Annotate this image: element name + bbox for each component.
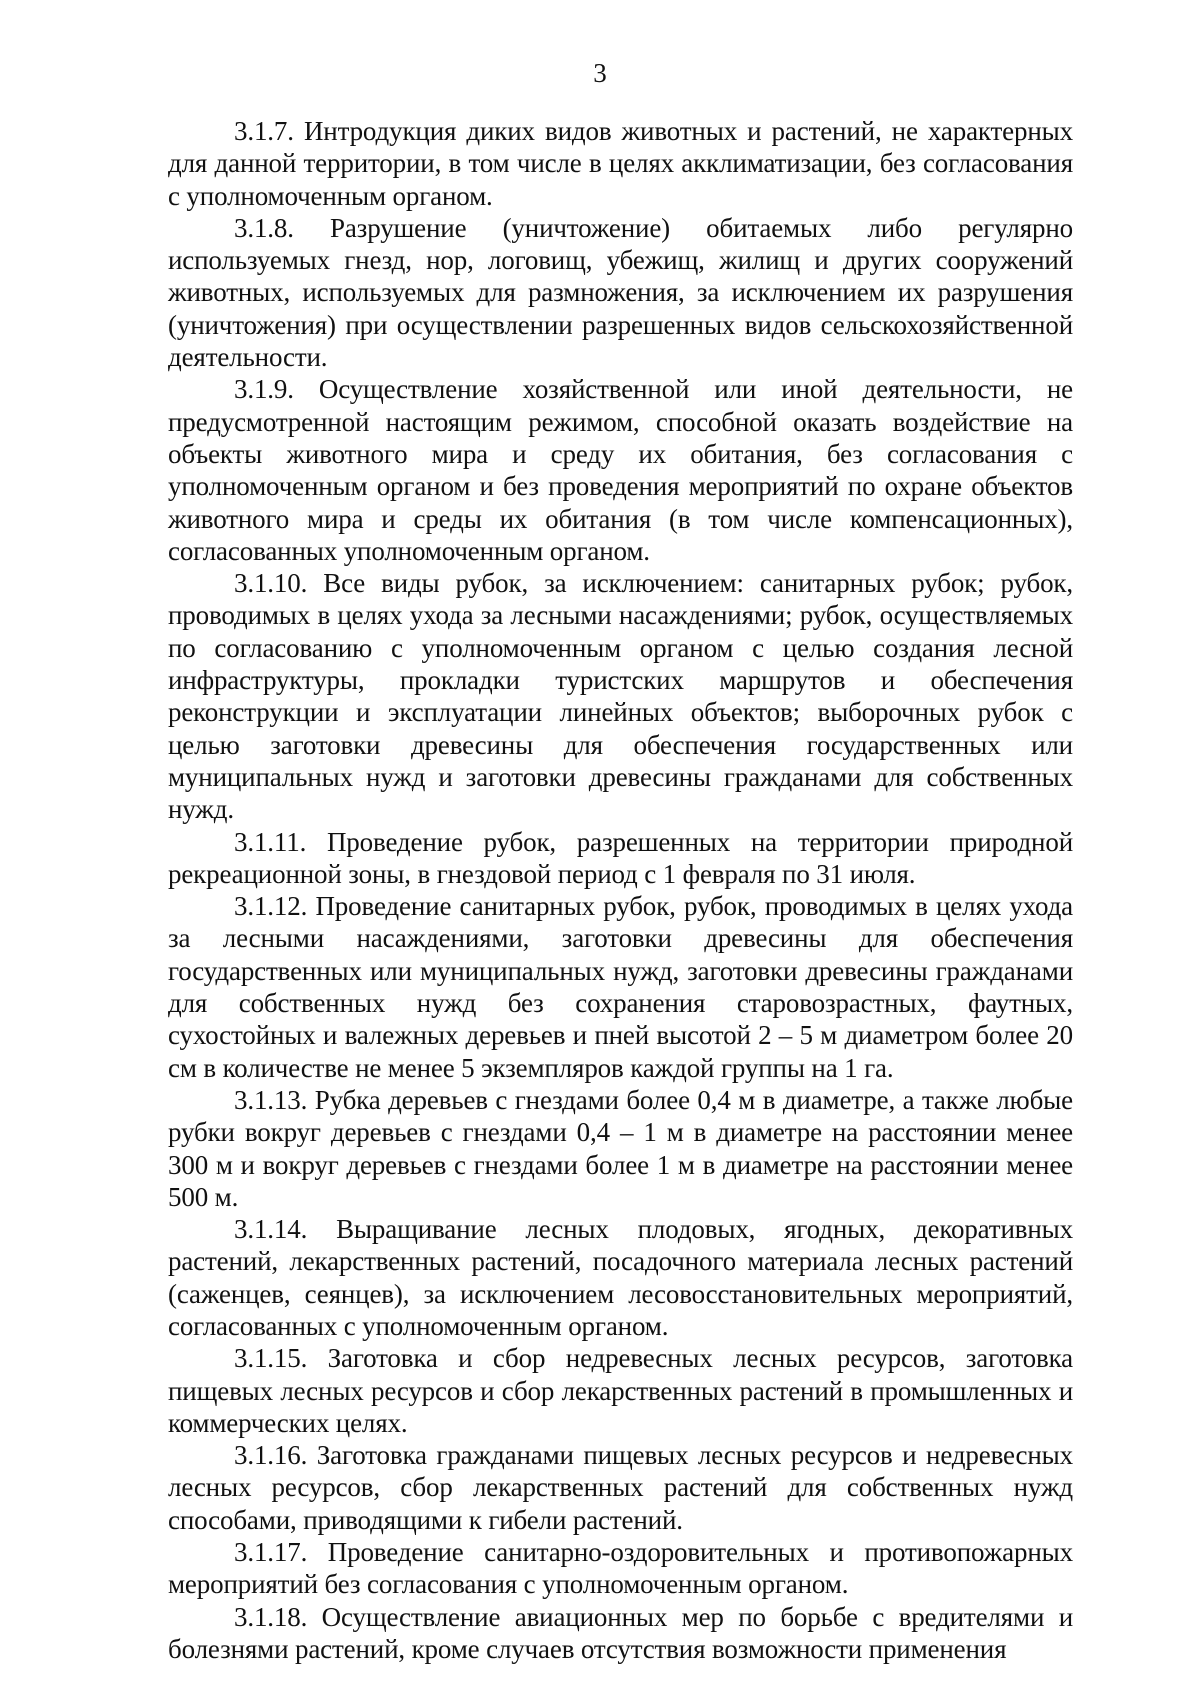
paragraph-3-1-9: 3.1.9. Осуществление хозяйственной или иной деятельности, не предусмотренной настоящим режимом, способной оказать воздействие на объекты животного мира и среду их обитания, без согласования с уполномоченным органом и без проведения мероприятий по охране объектов животного мира и среды их обитания (в том числе компенсационных), согласованных уполномоченным органом. [168, 374, 1073, 566]
paragraph-3-1-16: 3.1.16. Заготовка гражданами пищевых лесных ресурсов и недревесных лесных ресурсов, сбор лекарственных растений для собственных нужд способами, приводящими к гибели растений. [168, 1440, 1073, 1535]
paragraph-3-1-10: 3.1.10. Все виды рубок, за исключением: санитарных рубок; рубок, проводимых в целях ухода за лесными насаждениями; рубок, осуществляемых по согласованию с уполномоченным органом с целью создания лесной инфраструктуры, прокладки туристских маршрутов и обеспечения реконструкции и эксплуатации линейных объектов; выборочных рубок с целью заготовки древесины для обеспечения государственных или муниципальных нужд и заготовки древесины гражданами для собственных нужд. [168, 568, 1073, 825]
paragraph-3-1-11: 3.1.11. Проведение рубок, разрешенных на территории природной рекреационной зоны, в гнездовой период с 1 февраля по 31 июля. [168, 826, 1073, 889]
paragraph-3-1-7: 3.1.7. Интродукция диких видов животных и растений, не характерных для данной территории, в том числе в целях акклиматизации, без согласования с уполномоченным органом. [168, 116, 1073, 211]
page-number: 3 [593, 58, 607, 88]
paragraph-3-1-12: 3.1.12. Проведение санитарных рубок, рубок, проводимых в целях ухода за лесными насаждениями, заготовки древесины для обеспечения государственных или муниципальных нужд, заготовки древесины гражданами для собственных нужд без сохранения старовозрастных, фаутных, сухостойных и валежных деревьев и пней высотой 2 – 5 м диаметром более 20 см в количестве не менее 5 экземпляров каждой группы на 1 га. [168, 891, 1073, 1083]
paragraph-3-1-8: 3.1.8. Разрушение (уничтожение) обитаемых либо регулярно используемых гнезд, нор, логовищ, убежищ, жилищ и других сооружений животных, используемых для размножения, за исключением их разрушения (уничтожения) при осуществлении разрешенных видов сельскохозяйственной деятельности. [168, 212, 1073, 373]
paragraph-3-1-18: 3.1.18. Осуществление авиационных мер по борьбе с вредителями и болезнями растений, кроме случаев отсутствия возможности применения [168, 1601, 1073, 1664]
paragraph-3-1-14: 3.1.14. Выращивание лесных плодовых, ягодных, декоративных растений, лекарственных растений, посадочного материала лесных растений (саженцев, сеянцев), за исключением лесовосстановительных мероприятий, согласованных с уполномоченным органом. [168, 1214, 1073, 1341]
paragraph-3-1-13: 3.1.13. Рубка деревьев с гнездами более 0,4 м в диаметре, а также любые рубки вокруг деревьев с гнездами 0,4 – 1 м в диаметре на расстоянии менее 300 м и вокруг деревьев с гнездами более 1 м в диаметре на расстоянии менее 500 м. [168, 1084, 1073, 1212]
paragraph-3-1-17: 3.1.17. Проведение санитарно-оздоровительных и противопожарных мероприятий без согласования с уполномоченным органом. [168, 1537, 1073, 1600]
paragraph-3-1-15: 3.1.15. Заготовка и сбор недревесных лесных ресурсов, заготовка пищевых лесных ресурсов и сбор лекарственных растений в промышленных и коммерческих целях. [168, 1343, 1073, 1438]
document-body [168, 115, 1073, 1665]
